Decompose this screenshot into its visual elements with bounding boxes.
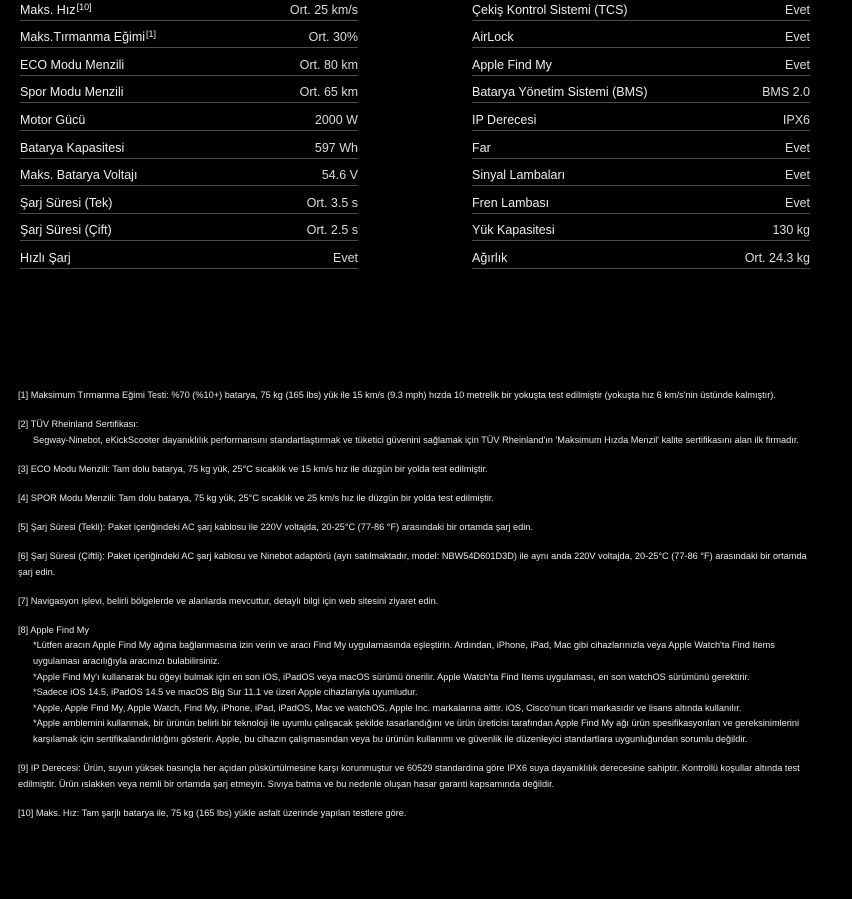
footnote-9	[18, 761, 808, 792]
spec-row	[20, 103, 358, 131]
footnote-text: [5] Şarj Süresi (Tekli): Paket içeriğindeki AC şarj kablosu ile 220V voltajda, 20-25°C (77-86 °F) arasındaki bir ortamda şarj edin.	[18, 521, 533, 532]
footnote-text: [1] Maksimum Tırmanma Eğimi Testi: %70 (%10+) batarya, 75 kg (165 lbs) yük ile 15 km/s (9.3 mph) hızda 10 metrelik bir yokuşta test edilmiştir (yokuşta hız 6 km/s'nin üstünde kalmıştır).	[18, 390, 776, 400]
spec-row	[472, 48, 810, 76]
spec-value: Evet	[784, 140, 810, 155]
spec-row	[472, 186, 810, 214]
spec-value: Evet	[784, 168, 810, 183]
spec-value: Ort. 24.3 kg	[744, 250, 810, 265]
spec-row	[20, 131, 358, 159]
spec-value: Ort. 3.5 s	[306, 195, 358, 210]
spec-label: Fren Lambası	[472, 195, 550, 210]
spec-value: Evet	[784, 2, 810, 17]
spec-row	[472, 241, 810, 269]
footnote-6	[18, 549, 808, 580]
footnote-item: *Apple Find My'ı kullanarak bu öğeyi bulmak için en son iOS, iPadOS veya macOS sürümü önerilir. Apple Watch'ta Find Items uygulaması, en son watchOS sürümünü gerektirir.	[33, 671, 750, 682]
spec-value: Ort. 65 km	[299, 85, 358, 100]
spec-label: Hızlı Şarj	[20, 250, 71, 265]
spec-label: Spor Modu Menzili	[20, 85, 124, 100]
spec-value: Evet	[784, 30, 810, 45]
footnote-8	[18, 623, 808, 748]
spec-label: Çekiş Kontrol Sistemi (TCS)	[472, 2, 628, 17]
spec-label: Şarj Süresi (Çift)	[20, 223, 112, 238]
spec-row	[20, 159, 358, 187]
footnote-4	[18, 491, 808, 507]
footnote-1	[18, 388, 808, 404]
spec-value: Evet	[332, 250, 358, 265]
footnote-5	[18, 520, 808, 536]
spec-label: Sinyal Lambaları	[472, 168, 566, 183]
spec-label: Ağırlık	[472, 250, 508, 265]
footnotes	[18, 388, 808, 835]
spec-value: Ort. 30%	[308, 30, 358, 45]
spec-row	[472, 159, 810, 187]
spec-label: Motor Gücü	[20, 112, 86, 127]
spec-row	[472, 131, 810, 159]
spec-label: Yük Kapasitesi	[472, 223, 555, 238]
spec-value: Evet	[784, 57, 810, 72]
spec-label: Batarya Yönetim Sistemi (BMS)	[472, 85, 648, 100]
footnote-title: [8] Apple Find My	[18, 624, 89, 635]
spec-value: IPX6	[782, 112, 810, 127]
footnote-text: [10] Maks. Hız: Tam şarjlı batarya ile, 75 kg (165 lbs) yükle asfalt üzerinde yapılan testlere göre.	[18, 807, 407, 818]
spec-value: Evet	[784, 195, 810, 210]
spec-label: Far	[472, 140, 491, 155]
footnote-text: [6] Şarj Süresi (Çiftli): Paket içeriğindeki AC şarj kablosu ve Ninebot adaptörü (ayrı satılmaktadır, model: NBW54D601D3D) ile aynı anda 220V voltajda, 20-25°C (77-86 °F) arasındaki bir ortamda şarj edin.	[18, 551, 807, 577]
footnote-item: *Apple amblemini kullanmak, bir ürünün belirli bir teknoloji ile uyumlu çalışacak şekilde tasarlandığını ve ürün üreticisi tarafından Apple Find My ağı ürün spesifikasyonları ve gereksinimlerini karşılamak için sertifikalandırıldığını gösterir. Apple, bu cihazın çalışmasından veya bu ürünün kullanımı ve güvenlik ile düzenleyici standartlara uygunluğundan sorumlu değildir.	[33, 718, 799, 744]
spec-label: Şarj Süresi (Tek)	[20, 195, 113, 210]
footnote-title: [2] TÜV Rheinland Sertifikası:	[18, 419, 139, 430]
spec-value: BMS 2.0	[762, 85, 810, 100]
spec-value: Ort. 25 km/s	[289, 2, 358, 17]
spec-row	[472, 214, 810, 242]
spec-row	[20, 76, 358, 104]
spec-row	[20, 214, 358, 242]
footnote-item: *Lütfen aracın Apple Find My ağına bağlanmasına izin verin ve aracı Find My uygulamasında eşleştirin. Ardından, iPhone, iPad, Mac gibi cihazlarınızla veya Apple Watch'ta Find Items uygulaması aracılığıyla aracınızı bulabilirsiniz.	[33, 640, 775, 667]
spec-row	[472, 76, 810, 104]
spec-label: Maks.Tırmanma Eğimi[1]	[20, 29, 157, 45]
spec-label: Maks. Hız[10]	[20, 1, 92, 17]
footnote-10	[18, 806, 808, 822]
footnote-text: [9] IP Derecesi: Ürün, suyun yüksek basınçla her açıdan püskürtülmesine karşı korunmuştur ve 60529 standardına göre IPX6 suya dayanıklılık derecesine sahiptir. Kontrollü koşullar altında test edilmiştir. Ürün ıslakken veya nemli bir ortamda şarj etmeyin. Sıvıya batma ve bu nedenle oluşan hasar garanti kapsamında değildir.	[18, 763, 800, 789]
spec-table	[20, 0, 810, 269]
spec-row	[472, 103, 810, 131]
spec-column-left	[20, 0, 358, 269]
spec-row	[20, 0, 358, 21]
footnote-2	[18, 417, 808, 448]
spec-row	[20, 48, 358, 76]
footnote-text: [3] ECO Modu Menzili: Tam dolu batarya, 75 kg yük, 25°C sıcaklık ve 15 km/s hız ile düzgün bir yolda test edilmiştir.	[18, 463, 488, 474]
footnote-text: [4] SPOR Modu Menzili: Tam dolu batarya, 75 kg yük, 25°C sıcaklık ve 25 km/s hız ile düzgün bir yolda test edilmiştir.	[18, 492, 494, 503]
spec-column-right	[472, 0, 810, 269]
spec-label: Maks. Batarya Voltajı	[20, 168, 138, 183]
spec-label: AirLock	[472, 30, 514, 45]
spec-value: 54.6 V	[321, 168, 358, 183]
spec-row	[20, 21, 358, 49]
spec-label: ECO Modu Menzili	[20, 57, 125, 72]
spec-label: IP Derecesi	[472, 112, 537, 127]
spec-value: Ort. 2.5 s	[306, 223, 358, 238]
footnote-text: Segway-Ninebot, eKickScooter dayanıklılık performansını standartlaştırmak ve tüketici güvenini sağlamak için TÜV Rheinland'ın 'Maksimum Hızda Menzil' kalite sertifikasını alan ilk firmadır.	[33, 434, 799, 445]
spec-row	[20, 186, 358, 214]
spec-row	[20, 241, 358, 269]
footnote-3	[18, 462, 808, 478]
footnote-item: *Sadece iOS 14.5, iPadOS 14.5 ve macOS Big Sur 11.1 ve üzeri Apple cihazlarıyla uyumludur.	[33, 687, 418, 698]
spec-row	[472, 0, 810, 21]
footnote-item: *Apple, Apple Find My, Apple Watch, Find My, iPhone, iPad, iPadOS, Mac ve watchOS, Apple Inc. markalarına aittir. iOS, Cisco'nun ticari markasıdır ve lisans altında kullanılır.	[33, 702, 742, 713]
spec-value: 597 Wh	[314, 140, 358, 155]
spec-value: Ort. 80 km	[299, 57, 358, 72]
spec-value: 130 kg	[772, 223, 810, 238]
spec-label: Batarya Kapasitesi	[20, 140, 125, 155]
spec-value: 2000 W	[314, 112, 358, 127]
spec-row	[472, 21, 810, 49]
spec-label: Apple Find My	[472, 57, 552, 72]
footnote-text: [7] Navigasyon işlevi, belirli bölgelerde ve alanlarda mevcuttur, detaylı bilgi için web sitesini ziyaret edin.	[18, 595, 439, 606]
footnote-7	[18, 594, 808, 610]
